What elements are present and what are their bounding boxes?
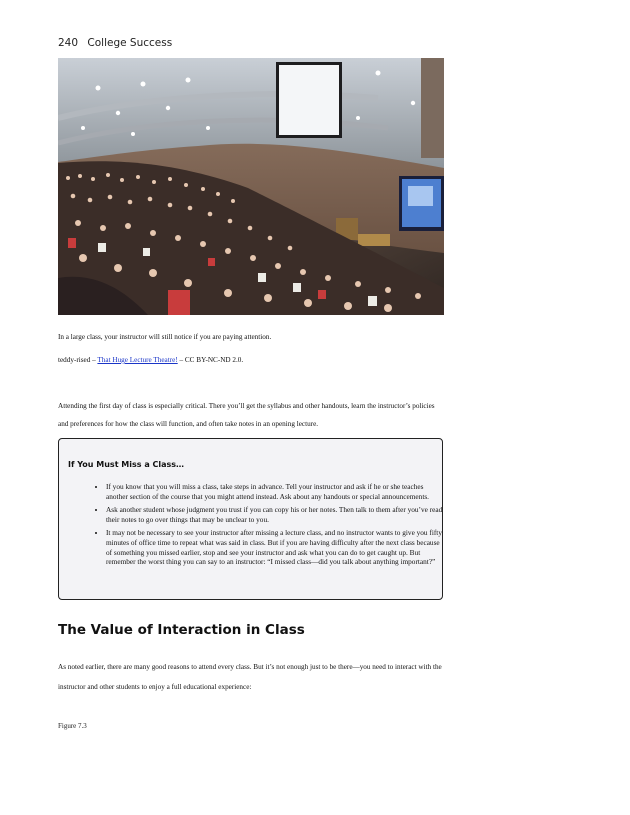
callout-list [93,482,446,571]
credit-license: – CC BY-NC-ND 2.0. [177,356,244,364]
lecture-hall-photo [58,58,444,315]
list-item: • It may not be necessary to see your instructor after missing a lecture class, and no instructor wants to give you fifty minutes of office time to repeat what was said in class. But if you are having difficulty after the next class because of something you missed earlier, stop and see your instructor and ask what you can do to get caught up. But remember the worst thing you can say to an instructor: “I missed class—did you talk about anything important?” [106,528,446,566]
credit-author: teddy-rised – [58,356,98,364]
section-paragraph: As noted earlier, there are many good reasons to attend every class. But it’s not enough just to be there—you need to interact with the instructor and other students to enjoy a full educational experience: [58,663,442,691]
page-number: 240 [58,37,79,49]
missed-class-callout [58,438,443,600]
figure-caption: In a large class, your instructor will still notice if you are paying attention. [58,333,272,341]
list-item: • If you know that you will miss a class, take steps in advance. Tell your instructor and ask if he or she teaches another section of the course that you might attend instead. Ask about any handouts or special announcements. [106,482,446,501]
intro-paragraph: Attending the first day of class is especially critical. There you’ll get the syllabus and other handouts, learn the instructor’s policies and preferences for how the class will function, and often take notes in an opening lecture. [58,402,435,428]
section-heading: The Value of Interaction in Class [58,622,305,638]
callout-title: If You Must Miss a Class… [68,460,185,469]
credit-link[interactable]: That Huge Lecture Theatre! [97,356,178,364]
figure-credit [58,356,243,364]
list-item: • Ask another student whose judgment you trust if you can copy his or her notes. Then talk to them after you’ve read their notes to go over things that may be unclear to you. [106,505,446,524]
book-title: College Success [87,37,173,49]
figure-label: Figure 7.3 [58,722,87,730]
running-head [58,37,172,49]
